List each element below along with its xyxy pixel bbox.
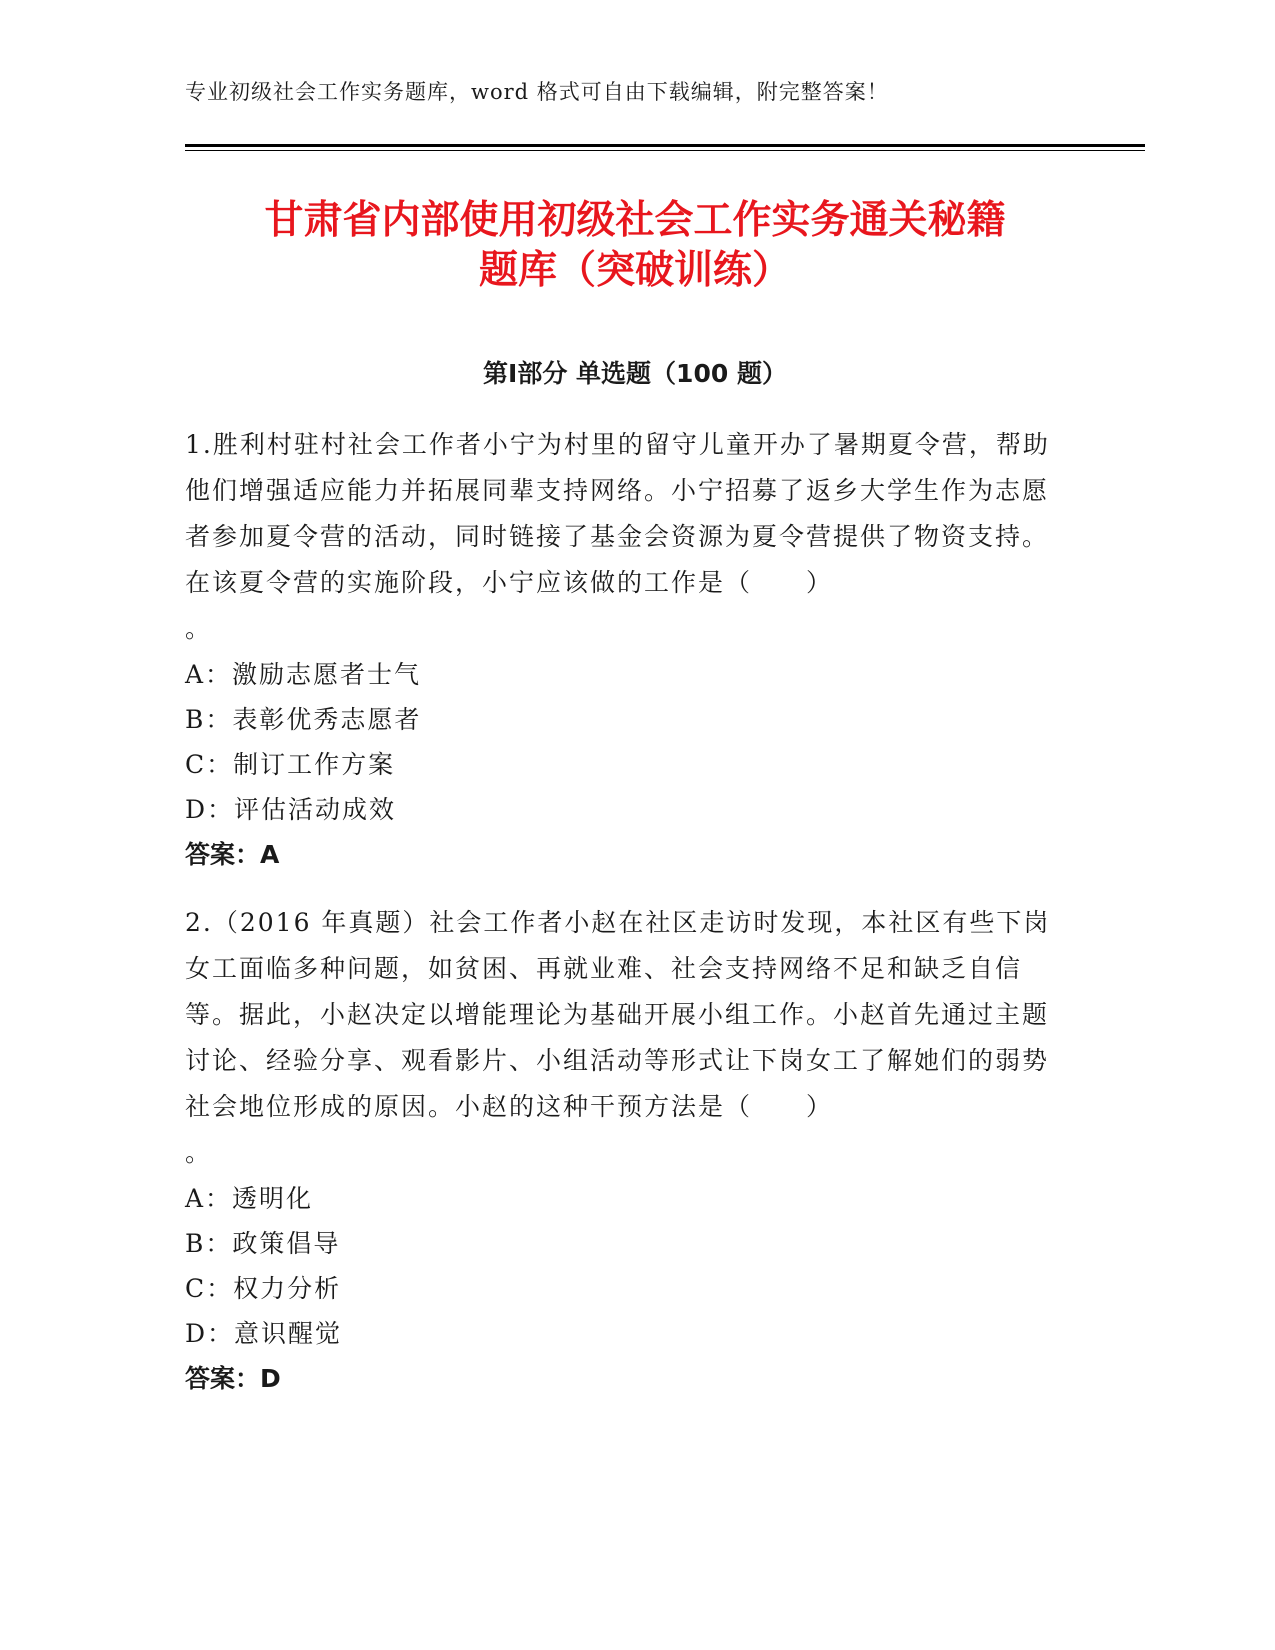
option-c: C：制订工作方案 bbox=[185, 750, 396, 779]
title-line-1: 甘肃省内部使用初级社会工作实务通关秘籍 bbox=[264, 198, 1006, 243]
option-d: D：意识醒觉 bbox=[185, 1319, 343, 1348]
option-b: B：政策倡导 bbox=[185, 1229, 341, 1258]
option-a: A：透明化 bbox=[185, 1184, 314, 1213]
option-d: D：评估活动成效 bbox=[185, 795, 397, 824]
question-1 bbox=[185, 422, 1065, 878]
answer: 答案：A bbox=[185, 840, 280, 869]
page-header: 专业初级社会工作实务题库，word 格式可自由下载编辑，附完整答案！ bbox=[185, 80, 889, 104]
document-title bbox=[185, 196, 1085, 296]
header-rule-thick bbox=[185, 144, 1145, 147]
question-stem: 2.（2016 年真题）社会工作者小赵在社区走访时发现，本社区有些下岗女工面临多种问题，如贫困、再就业难、社会支持网络不足和缺乏自信等。据此，小赵决定以增能理论为基础开展小组工作。小赵首先通过主题讨论、经验分享、观看影片、小组活动等形式让下岗女工了解她们的弱势社会地位形成的原因。小赵的这种干预方法是（ ） bbox=[185, 908, 1051, 1121]
option-b: B：表彰优秀志愿者 bbox=[185, 705, 422, 734]
question-period: 。 bbox=[185, 614, 211, 643]
section-title: 第Ⅰ部分 单选题（100 题） bbox=[483, 359, 787, 388]
option-c: C：权力分析 bbox=[185, 1274, 342, 1303]
question-stem: 1.胜利村驻村社会工作者小宁为村里的留守儿童开办了暑期夏令营，帮助他们增强适应能力并拓展同辈支持网络。小宁招募了返乡大学生作为志愿者参加夏令营的活动，同时链接了基金会资源为夏令营提供了物资支持。在该夏令营的实施阶段，小宁应该做的工作是（ ） bbox=[185, 430, 1050, 597]
question-2 bbox=[185, 900, 1065, 1402]
header-rule-thin bbox=[185, 150, 1145, 151]
option-a: A：激励志愿者士气 bbox=[185, 660, 422, 689]
title-line-2: 题库（突破训练） bbox=[478, 248, 791, 293]
answer: 答案：D bbox=[185, 1364, 281, 1393]
question-period: 。 bbox=[185, 1138, 211, 1167]
